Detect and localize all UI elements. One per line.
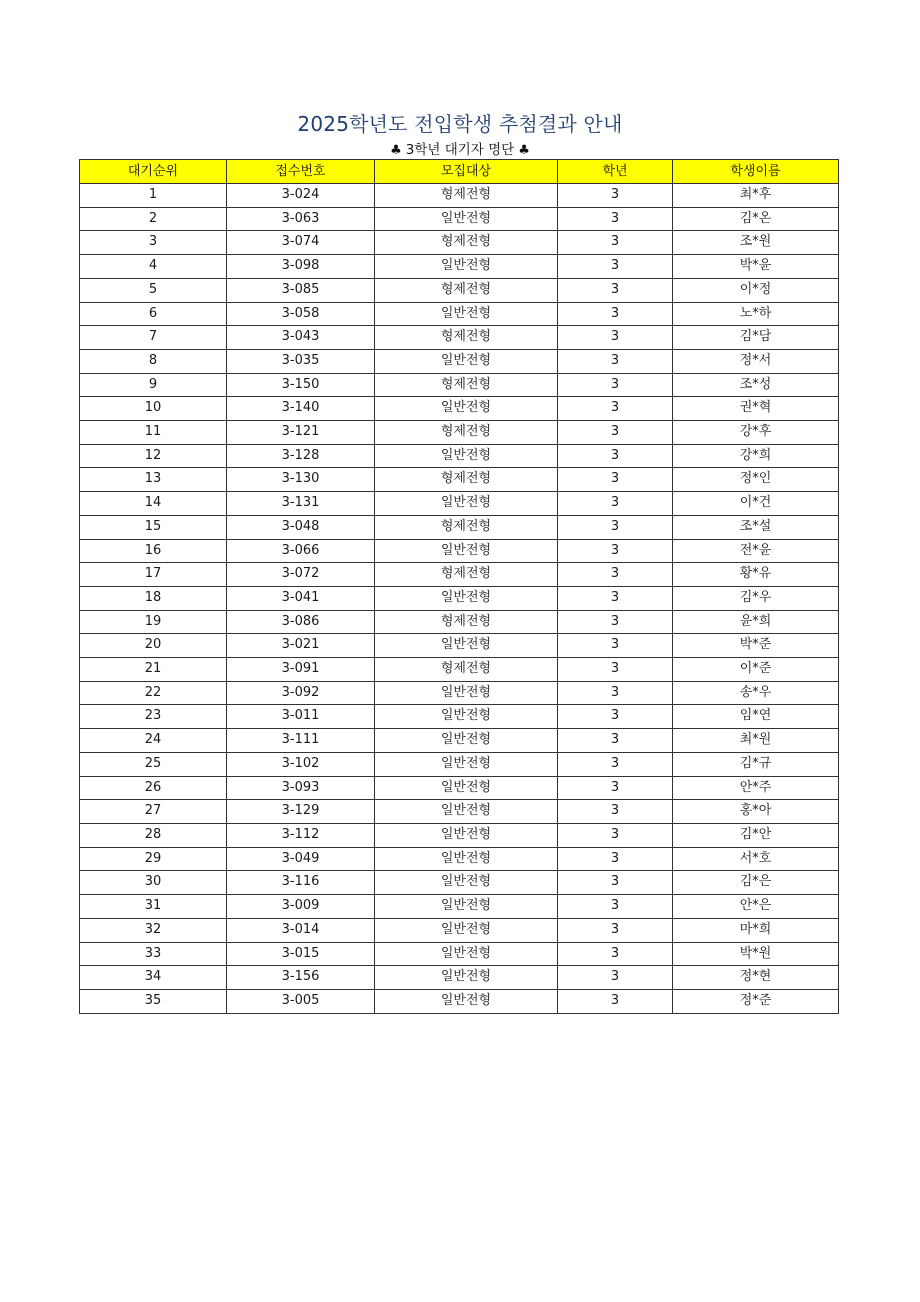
- table-row: [80, 918, 839, 942]
- cell-student-name: 윤*희: [673, 610, 839, 634]
- header-grade: 학년: [558, 160, 673, 184]
- cell-student-name: 조*설: [673, 515, 839, 539]
- table-row: [80, 989, 839, 1013]
- cell-grade: 3: [558, 610, 673, 634]
- cell-student-name: 박*준: [673, 634, 839, 658]
- cell-waitlist-rank: 2: [80, 207, 227, 231]
- cell-grade: 3: [558, 444, 673, 468]
- club-suit-icon: ♣: [518, 143, 530, 158]
- cell-waitlist-rank: 32: [80, 918, 227, 942]
- cell-waitlist-rank: 25: [80, 752, 227, 776]
- table-row: [80, 302, 839, 326]
- cell-recruitment-type: 일반전형: [375, 207, 558, 231]
- cell-student-name: 김*안: [673, 823, 839, 847]
- cell-grade: 3: [558, 492, 673, 516]
- table-row: [80, 610, 839, 634]
- cell-waitlist-rank: 7: [80, 326, 227, 350]
- cell-grade: 3: [558, 421, 673, 445]
- cell-grade: 3: [558, 729, 673, 753]
- cell-waitlist-rank: 30: [80, 871, 227, 895]
- cell-receipt-number: 3-129: [227, 800, 375, 824]
- table-row: [80, 184, 839, 208]
- cell-student-name: 이*건: [673, 492, 839, 516]
- cell-student-name: 서*호: [673, 847, 839, 871]
- cell-waitlist-rank: 8: [80, 349, 227, 373]
- table-row: [80, 800, 839, 824]
- cell-student-name: 권*혁: [673, 397, 839, 421]
- table-header-row: [80, 160, 839, 184]
- cell-grade: 3: [558, 349, 673, 373]
- table-row: [80, 231, 839, 255]
- cell-student-name: 박*원: [673, 942, 839, 966]
- cell-waitlist-rank: 12: [80, 444, 227, 468]
- cell-grade: 3: [558, 207, 673, 231]
- cell-recruitment-type: 일반전형: [375, 966, 558, 990]
- cell-student-name: 김*규: [673, 752, 839, 776]
- cell-receipt-number: 3-058: [227, 302, 375, 326]
- cell-waitlist-rank: 22: [80, 681, 227, 705]
- cell-grade: 3: [558, 752, 673, 776]
- cell-receipt-number: 3-116: [227, 871, 375, 895]
- cell-recruitment-type: 일반전형: [375, 918, 558, 942]
- cell-waitlist-rank: 26: [80, 776, 227, 800]
- cell-receipt-number: 3-041: [227, 586, 375, 610]
- table-row: [80, 586, 839, 610]
- cell-grade: 3: [558, 468, 673, 492]
- cell-grade: 3: [558, 278, 673, 302]
- cell-grade: 3: [558, 800, 673, 824]
- cell-receipt-number: 3-024: [227, 184, 375, 208]
- cell-receipt-number: 3-014: [227, 918, 375, 942]
- cell-recruitment-type: 일반전형: [375, 729, 558, 753]
- table-row: [80, 515, 839, 539]
- cell-recruitment-type: 일반전형: [375, 349, 558, 373]
- cell-grade: 3: [558, 918, 673, 942]
- cell-recruitment-type: 형제전형: [375, 515, 558, 539]
- cell-waitlist-rank: 5: [80, 278, 227, 302]
- cell-receipt-number: 3-085: [227, 278, 375, 302]
- cell-student-name: 조*성: [673, 373, 839, 397]
- cell-student-name: 김*은: [673, 871, 839, 895]
- cell-recruitment-type: 형제전형: [375, 231, 558, 255]
- cell-receipt-number: 3-066: [227, 539, 375, 563]
- cell-receipt-number: 3-092: [227, 681, 375, 705]
- cell-recruitment-type: 일반전형: [375, 752, 558, 776]
- table-row: [80, 278, 839, 302]
- cell-recruitment-type: 일반전형: [375, 634, 558, 658]
- cell-recruitment-type: 형제전형: [375, 563, 558, 587]
- cell-student-name: 안*주: [673, 776, 839, 800]
- cell-receipt-number: 3-063: [227, 207, 375, 231]
- table-row: [80, 326, 839, 350]
- cell-recruitment-type: 일반전형: [375, 705, 558, 729]
- cell-recruitment-type: 형제전형: [375, 658, 558, 682]
- cell-student-name: 김*우: [673, 586, 839, 610]
- cell-grade: 3: [558, 681, 673, 705]
- cell-grade: 3: [558, 634, 673, 658]
- cell-recruitment-type: 형제전형: [375, 610, 558, 634]
- cell-receipt-number: 3-074: [227, 231, 375, 255]
- cell-recruitment-type: 일반전형: [375, 492, 558, 516]
- cell-receipt-number: 3-072: [227, 563, 375, 587]
- cell-receipt-number: 3-093: [227, 776, 375, 800]
- cell-waitlist-rank: 31: [80, 895, 227, 919]
- cell-grade: 3: [558, 563, 673, 587]
- cell-recruitment-type: 일반전형: [375, 681, 558, 705]
- cell-recruitment-type: 형제전형: [375, 184, 558, 208]
- cell-grade: 3: [558, 705, 673, 729]
- cell-recruitment-type: 일반전형: [375, 942, 558, 966]
- table-row: [80, 421, 839, 445]
- header-recruitment-type: 모집대상: [375, 160, 558, 184]
- cell-receipt-number: 3-150: [227, 373, 375, 397]
- cell-waitlist-rank: 9: [80, 373, 227, 397]
- cell-student-name: 강*후: [673, 421, 839, 445]
- document-subtitle: [0, 138, 920, 158]
- cell-recruitment-type: 형제전형: [375, 468, 558, 492]
- table-row: [80, 492, 839, 516]
- table-row: [80, 823, 839, 847]
- cell-waitlist-rank: 33: [80, 942, 227, 966]
- cell-recruitment-type: 일반전형: [375, 444, 558, 468]
- cell-student-name: 이*정: [673, 278, 839, 302]
- cell-grade: 3: [558, 539, 673, 563]
- cell-waitlist-rank: 35: [80, 989, 227, 1013]
- cell-grade: 3: [558, 942, 673, 966]
- cell-student-name: 정*준: [673, 989, 839, 1013]
- cell-waitlist-rank: 18: [80, 586, 227, 610]
- cell-waitlist-rank: 4: [80, 255, 227, 279]
- table-row: [80, 373, 839, 397]
- table-row: [80, 729, 839, 753]
- cell-receipt-number: 3-112: [227, 823, 375, 847]
- cell-grade: 3: [558, 255, 673, 279]
- document-title: 2025학년도 전입학생 추첨결과 안내: [297, 112, 623, 136]
- table-row: [80, 966, 839, 990]
- cell-waitlist-rank: 23: [80, 705, 227, 729]
- cell-waitlist-rank: 3: [80, 231, 227, 255]
- cell-recruitment-type: 일반전형: [375, 302, 558, 326]
- header-receipt-number: 접수번호: [227, 160, 375, 184]
- cell-student-name: 정*인: [673, 468, 839, 492]
- cell-student-name: 김*담: [673, 326, 839, 350]
- table-body: [80, 184, 839, 1014]
- table-row: [80, 752, 839, 776]
- table-row: [80, 444, 839, 468]
- cell-grade: 3: [558, 326, 673, 350]
- cell-receipt-number: 3-086: [227, 610, 375, 634]
- cell-receipt-number: 3-098: [227, 255, 375, 279]
- cell-grade: 3: [558, 184, 673, 208]
- cell-recruitment-type: 일반전형: [375, 871, 558, 895]
- cell-waitlist-rank: 34: [80, 966, 227, 990]
- cell-waitlist-rank: 1: [80, 184, 227, 208]
- cell-recruitment-type: 일반전형: [375, 895, 558, 919]
- cell-receipt-number: 3-102: [227, 752, 375, 776]
- header-waitlist-rank: 대기순위: [80, 160, 227, 184]
- table-row: [80, 776, 839, 800]
- cell-waitlist-rank: 27: [80, 800, 227, 824]
- cell-receipt-number: 3-035: [227, 349, 375, 373]
- cell-recruitment-type: 형제전형: [375, 278, 558, 302]
- cell-student-name: 조*원: [673, 231, 839, 255]
- cell-receipt-number: 3-128: [227, 444, 375, 468]
- cell-waitlist-rank: 11: [80, 421, 227, 445]
- cell-waitlist-rank: 17: [80, 563, 227, 587]
- cell-receipt-number: 3-048: [227, 515, 375, 539]
- cell-student-name: 안*은: [673, 895, 839, 919]
- cell-receipt-number: 3-091: [227, 658, 375, 682]
- cell-student-name: 황*유: [673, 563, 839, 587]
- cell-student-name: 임*연: [673, 705, 839, 729]
- cell-receipt-number: 3-111: [227, 729, 375, 753]
- cell-receipt-number: 3-131: [227, 492, 375, 516]
- cell-grade: 3: [558, 847, 673, 871]
- cell-receipt-number: 3-021: [227, 634, 375, 658]
- table-row: [80, 847, 839, 871]
- cell-waitlist-rank: 6: [80, 302, 227, 326]
- table-row: [80, 634, 839, 658]
- cell-grade: 3: [558, 966, 673, 990]
- table-row: [80, 895, 839, 919]
- cell-student-name: 이*준: [673, 658, 839, 682]
- table-row: [80, 255, 839, 279]
- cell-recruitment-type: 형제전형: [375, 421, 558, 445]
- cell-recruitment-type: 일반전형: [375, 397, 558, 421]
- table-row: [80, 468, 839, 492]
- table-row: [80, 942, 839, 966]
- cell-student-name: 최*원: [673, 729, 839, 753]
- table-row: [80, 539, 839, 563]
- table-row: [80, 397, 839, 421]
- cell-grade: 3: [558, 231, 673, 255]
- cell-grade: 3: [558, 871, 673, 895]
- table-row: [80, 207, 839, 231]
- cell-receipt-number: 3-005: [227, 989, 375, 1013]
- cell-grade: 3: [558, 658, 673, 682]
- cell-waitlist-rank: 16: [80, 539, 227, 563]
- cell-recruitment-type: 일반전형: [375, 586, 558, 610]
- cell-student-name: 전*윤: [673, 539, 839, 563]
- cell-receipt-number: 3-043: [227, 326, 375, 350]
- cell-grade: 3: [558, 586, 673, 610]
- cell-waitlist-rank: 13: [80, 468, 227, 492]
- cell-student-name: 노*하: [673, 302, 839, 326]
- cell-recruitment-type: 일반전형: [375, 255, 558, 279]
- table-row: [80, 681, 839, 705]
- cell-grade: 3: [558, 776, 673, 800]
- cell-student-name: 홍*아: [673, 800, 839, 824]
- cell-waitlist-rank: 20: [80, 634, 227, 658]
- cell-grade: 3: [558, 302, 673, 326]
- cell-waitlist-rank: 21: [80, 658, 227, 682]
- cell-waitlist-rank: 29: [80, 847, 227, 871]
- subtitle-text: 3학년 대기자 명단: [405, 142, 515, 158]
- cell-waitlist-rank: 24: [80, 729, 227, 753]
- cell-receipt-number: 3-011: [227, 705, 375, 729]
- cell-grade: 3: [558, 397, 673, 421]
- cell-grade: 3: [558, 823, 673, 847]
- cell-waitlist-rank: 28: [80, 823, 227, 847]
- cell-recruitment-type: 일반전형: [375, 847, 558, 871]
- cell-student-name: 박*윤: [673, 255, 839, 279]
- cell-student-name: 강*희: [673, 444, 839, 468]
- cell-receipt-number: 3-140: [227, 397, 375, 421]
- cell-grade: 3: [558, 515, 673, 539]
- cell-recruitment-type: 일반전형: [375, 989, 558, 1013]
- cell-waitlist-rank: 15: [80, 515, 227, 539]
- cell-receipt-number: 3-121: [227, 421, 375, 445]
- cell-recruitment-type: 일반전형: [375, 539, 558, 563]
- cell-receipt-number: 3-015: [227, 942, 375, 966]
- table-row: [80, 705, 839, 729]
- cell-receipt-number: 3-156: [227, 966, 375, 990]
- table-row: [80, 349, 839, 373]
- cell-student-name: 최*후: [673, 184, 839, 208]
- table-row: [80, 658, 839, 682]
- table-row: [80, 871, 839, 895]
- cell-recruitment-type: 일반전형: [375, 823, 558, 847]
- cell-recruitment-type: 형제전형: [375, 326, 558, 350]
- club-suit-icon: ♣: [390, 143, 402, 158]
- cell-grade: 3: [558, 373, 673, 397]
- cell-waitlist-rank: 14: [80, 492, 227, 516]
- cell-receipt-number: 3-130: [227, 468, 375, 492]
- cell-student-name: 정*현: [673, 966, 839, 990]
- cell-waitlist-rank: 19: [80, 610, 227, 634]
- cell-receipt-number: 3-049: [227, 847, 375, 871]
- cell-student-name: 김*온: [673, 207, 839, 231]
- waitlist-table: [79, 159, 839, 1014]
- cell-student-name: 정*서: [673, 349, 839, 373]
- cell-grade: 3: [558, 989, 673, 1013]
- cell-grade: 3: [558, 895, 673, 919]
- cell-receipt-number: 3-009: [227, 895, 375, 919]
- cell-student-name: 송*우: [673, 681, 839, 705]
- cell-recruitment-type: 일반전형: [375, 776, 558, 800]
- cell-student-name: 마*희: [673, 918, 839, 942]
- cell-recruitment-type: 형제전형: [375, 373, 558, 397]
- header-student-name: 학생이름: [673, 160, 839, 184]
- cell-waitlist-rank: 10: [80, 397, 227, 421]
- table-row: [80, 563, 839, 587]
- cell-recruitment-type: 일반전형: [375, 800, 558, 824]
